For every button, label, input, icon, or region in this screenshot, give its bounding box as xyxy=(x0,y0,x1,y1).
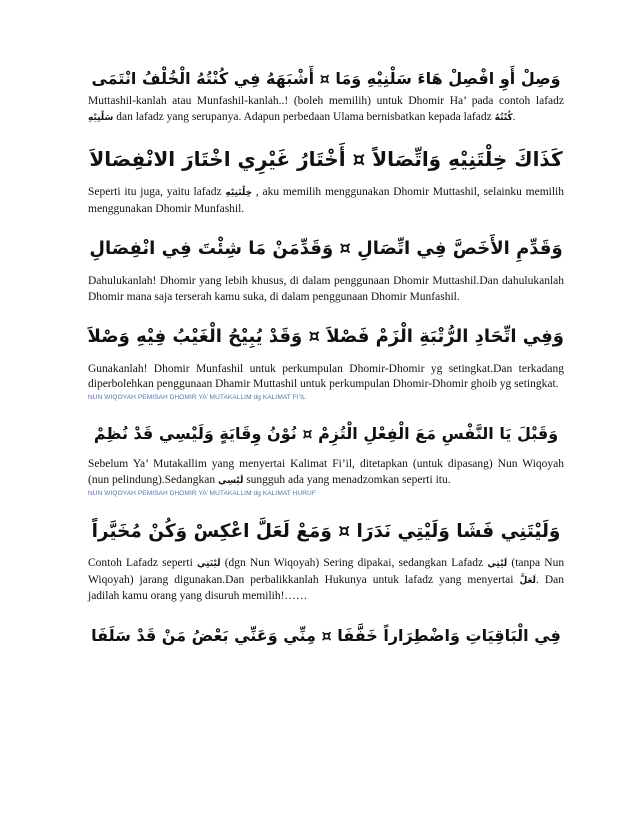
verse-1: وَصِلْ أَوِ افْصِلْ هَاءَ سَلْنِيْهِ وَمَا ¤ أَشْبَهَهُ فِي كُنْتُهُ الْخُلْفُ انْتَمَى xyxy=(91,69,561,88)
paragraph-5-text-b: sungguh ada yang menadzomkan seperti itu. xyxy=(246,473,451,486)
paragraph-6-text-a: Contoh Lafadz seperti xyxy=(88,557,193,570)
paragraph-2-text-b: , aku memilih menggunakan Dhomir Muttashil, selainku memilih menggunakan Dhomir Munfashil. xyxy=(88,186,564,215)
paragraph-5 xyxy=(88,457,564,489)
paragraph-1 xyxy=(88,94,564,126)
inline-arabic-word: لَيْتِي xyxy=(487,559,508,570)
paragraph-6-text-b: (dgn Nun Wiqoyah) Sering dipakai, sedangkan Lafadz xyxy=(224,557,484,570)
paragraph-1-text-a: Muttashil-kanlah atau Munfashil-kanlah..! (boleh memilih) untuk Dhomir Ha’ pada contoh lafadz xyxy=(88,95,564,108)
verse-2: كَذَاكَ خِلْتَنِيْهِ وَاتِّصَالاً ¤ أَخْتَارُ غَيْرِي اخْتَارَ الانْفِصَالاَ xyxy=(89,147,563,172)
verse-3: وَقَدِّمِ الأَخَصَّ فِي اتِّصَالِ ¤ وَقَدِّمَنْ مَا شِئْتَ فِي انْفِصَالِ xyxy=(89,238,563,260)
inline-arabic-word: خِلْتَنِيْهِ xyxy=(225,188,253,199)
document-page xyxy=(88,70,564,645)
paragraph-2-text-a: Seperti itu juga, yaitu lafadz xyxy=(88,186,222,199)
inline-arabic-word: لَيْسِي xyxy=(218,475,244,486)
verse-4: وَفِي اتِّحَادِ الرُّتْبَةِ الْزَمْ فَصْلاَ ¤ وَقَدْ يُبِيْحُ الْغَيْبُ فِيْهِ وَصْلاَ xyxy=(87,326,564,348)
section-heading-1: NUN WIQOYAH PEMISAH DHOMIR YA’ MUTAKALLIM dg KALIMAT FI’IL xyxy=(88,393,306,401)
inline-arabic-word: لَعَلَّ xyxy=(519,575,536,586)
paragraph-6-text-d: . Dan jadilah kamu orang yang disuruh memilih!…… xyxy=(88,573,564,603)
paragraph-2 xyxy=(88,185,564,217)
verse-6: وَلَيْتَنِي فَشَا وَلَيْتِي نَدَرَا ¤ وَمَعْ لَعَلَّ اعْكِسْ وَكُنْ مُخَيَّراً xyxy=(91,521,561,543)
paragraph-4: Gunakanlah! Dhomir Munfashil untuk perkumpulan Dhomir-Dhomir yg setingkat.Dan terkadang diperbolehkan penggunaan Dhamir Muttashil untuk perkumpulan Dhomir-Dhomir ghoib yg setingkat. xyxy=(88,362,564,391)
paragraph-6-text-c: (tanpa Nun Wiqoyah) jarang digunakan.Dan perbalikkanlah Hukunya untuk lafadz yang menyertai xyxy=(88,557,565,586)
paragraph-1-text-b: dan lafadz yang serupanya. Adapun perbedaan Ulama bernisbatkan kepada lafadz xyxy=(116,110,492,123)
inline-arabic-word: لَيْتَنِي xyxy=(196,559,221,570)
paragraph-1-text-c: . xyxy=(512,110,516,123)
inline-arabic-word: سَلْنِيْهِ xyxy=(88,112,114,123)
paragraph-6 xyxy=(88,556,564,605)
inline-arabic-word: كُنْتُهُ xyxy=(494,112,513,123)
section-heading-2: NUN WIQOYAH PEMISAH DHOMIR YA’ MUTAKALLIM dg KALIMAT HURUF xyxy=(88,490,316,498)
paragraph-5-text-a: Sebelum Ya’ Mutakallim yang menyertai Kalimat Fi’il, ditetapkan (untuk dipasang) Nun Wiqoyah (nun pelindung).Sedangkan xyxy=(88,458,564,486)
verse-7: فِي الْبَاقِيَاتِ وَاضْطِرَاراً خَفَّفَا ¤ مِنِّي وَعَنِّي بَعْضُ مَنْ قَدْ سَلَفَا xyxy=(91,625,561,645)
paragraph-3: Dahulukanlah! Dhomir yang lebih khusus, di dalam penggunaan Dhomir Muttashil.Dan dahulukanlah Dhomir mana saja terserah kamu suka, di dalam penggunaan Dhomir Munfashil. xyxy=(88,275,564,303)
verse-5: وَقَبْلَ يَا النَّفْسِ مَعَ الْفِعْلِ الْتُزِمْ ¤ نُوْنُ وِقَايَةٍ وَلَيْسِي قَدْ نُظِمْ xyxy=(93,423,559,443)
